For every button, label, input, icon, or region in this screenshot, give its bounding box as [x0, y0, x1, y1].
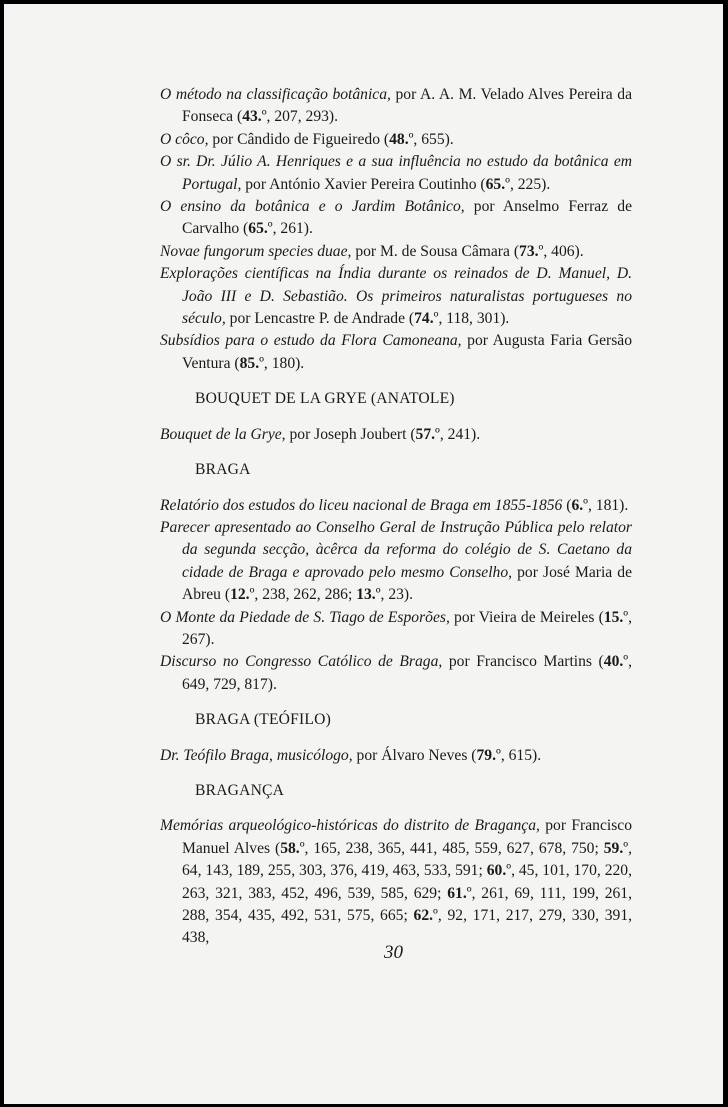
index-entry: Bouquet de la Grye, por Joseph Joubert (57.º, 241). — [160, 425, 481, 443]
volume-number: 6. — [571, 496, 584, 514]
index-entry: Novae fungorum species duae, por M. de Sousa Câmara (73.º, 406). — [160, 242, 584, 260]
entry-title: Subsídios para o estudo da Flora Camoneana, — [160, 332, 462, 350]
entry-title: Bouquet de la Grye, — [160, 425, 286, 443]
index-entry: Discurso no Congresso Católico de Braga, por Francisco Martins (40.º, 649, 729, 817). — [160, 653, 632, 693]
entry-title: O método na classificação botânica, — [160, 86, 391, 103]
section-heading: BRAGANÇA — [195, 781, 285, 799]
volume-number: 58. — [280, 839, 300, 857]
entry-title: Discurso no Congresso Católico de Braga, — [160, 653, 443, 671]
section-heading: BRAGA (TEÓFILO) — [195, 711, 331, 729]
volume-number: 15. — [603, 608, 624, 626]
entry-title: Relatório dos estudos do liceu nacional de Braga em 1855-1856 — [160, 496, 563, 514]
index-entry: Dr. Teófilo Braga, musicólogo, por Álvaro Neves (79.º, 615). — [160, 746, 542, 764]
volume-number: 62. — [413, 907, 434, 924]
index-entry: O sr. Dr. Júlio A. Henriques e a sua influência no estudo da botânica em Portugal, por António Xavier Pereira Coutinho (65.º, 225). — [160, 153, 632, 193]
index-entry: Parecer apresentado ao Conselho Geral de Instrução Pública pelo relator da segunda secção, àcêrca da reforma do colégio de S. Caetano da cidade de Braga e aprovado pelo mesmo Conselho, por José Maria de Abreu (12.º, 238, 262, 286; 13.º, 23). — [160, 518, 633, 604]
volume-number: 65. — [248, 220, 268, 238]
volume-number: 61. — [447, 884, 467, 902]
section-heading: BRAGA — [195, 461, 251, 479]
index-entry: O Monte da Piedade de S. Tiago de Esporões, por Vieira de Meireles (15.º, 267). — [160, 608, 632, 648]
volume-number: 48. — [389, 130, 409, 148]
entry-title: Memórias arqueológico-históricas do distrito de Bragança, — [160, 817, 540, 835]
section-heading: BOUQUET DE LA GRYE (ANATOLE) — [195, 390, 455, 408]
volume-number: 73. — [519, 242, 539, 260]
volume-number: 57. — [415, 425, 436, 443]
entry-title: Novae fungorum species duae, — [160, 242, 352, 260]
volume-number: 60. — [486, 862, 507, 880]
entry-title: O ensino da botânica e o Jardim Botânico, — [160, 198, 465, 216]
entry-title: Explorações científicas na Índia durante os reinados de D. Manuel, D. João III e D. Sebastião. Os primeiros naturalistas portugueses no século, — [160, 265, 632, 328]
volume-number: 59. — [603, 839, 624, 857]
page-number: 30 — [384, 942, 403, 963]
volume-number: 79. — [476, 746, 496, 764]
index-entry: Memórias arqueológico-históricas do distrito de Bragança, por Francisco Manuel Alves (58.º, 165, 238, 365, 441, 485, 559, 627, 678, 750; 59.º, 64, 143, 189, 255, 303, 376, 419, 463, 533, 591; 60.º, 45, 101, 170, 220, 263, 321, 383, 452, 496, 539, 585, 629; 61.º, 261, 69, 111, 199, 261, 288, 354, 435, 492, 531, 575, 665; 62.º, 92, 171, 217, 279, 330, 391, 438, — [160, 817, 633, 947]
index-entry: O ensino da botânica e o Jardim Botânico, por Anselmo Ferraz de Carvalho (65.º, 261). — [160, 198, 632, 238]
volume-number: 65. — [485, 175, 506, 193]
entry-title: O Monte da Piedade de S. Tiago de Esporões, — [160, 608, 450, 626]
entry-title: Dr. Teófilo Braga, musicólogo, — [160, 746, 353, 764]
index-entry: Subsídios para o estudo da Flora Camoneana, por Augusta Faria Gersão Ventura (85.º, 180). — [160, 332, 632, 372]
index-entry: O método na classificação botânica, por A. A. M. Velado Alves Pereira da Fonseca (43.º, 207, 293). — [160, 86, 633, 126]
entry-title: Parecer apresentado ao Conselho Geral de Instrução Pública pelo relator da segunda secção, àcêrca da reforma do colégio de S. Caetano da cidade de Braga e aprovado pelo mesmo Conselho, — [160, 518, 632, 581]
index-entry: O côco, por Cândido de Figueiredo (48.º, 655). — [160, 130, 454, 148]
volume-number: 43. — [242, 108, 262, 126]
index-entry: Explorações científicas na Índia durante os reinados de D. Manuel, D. João III e D. Sebastião. Os primeiros naturalistas portugueses no século, por Lencastre P. de Andrade (74.º, 118, 301). — [160, 265, 632, 328]
volume-number: 74. — [414, 310, 434, 328]
volume-number: 13. — [356, 586, 376, 604]
volume-number: 12. — [230, 586, 250, 604]
entry-title: O sr. Dr. Júlio A. Henriques e a sua influência no estudo da botânica em Portugal, — [160, 153, 632, 193]
document-page — [4, 4, 723, 1104]
index-entry: Relatório dos estudos do liceu nacional de Braga em 1855-1856 (6.º, 181). — [160, 496, 629, 514]
volume-number: 85. — [239, 354, 260, 372]
volume-number: 40. — [603, 653, 624, 671]
entry-title: O côco, — [160, 130, 209, 148]
index-content — [160, 84, 632, 950]
